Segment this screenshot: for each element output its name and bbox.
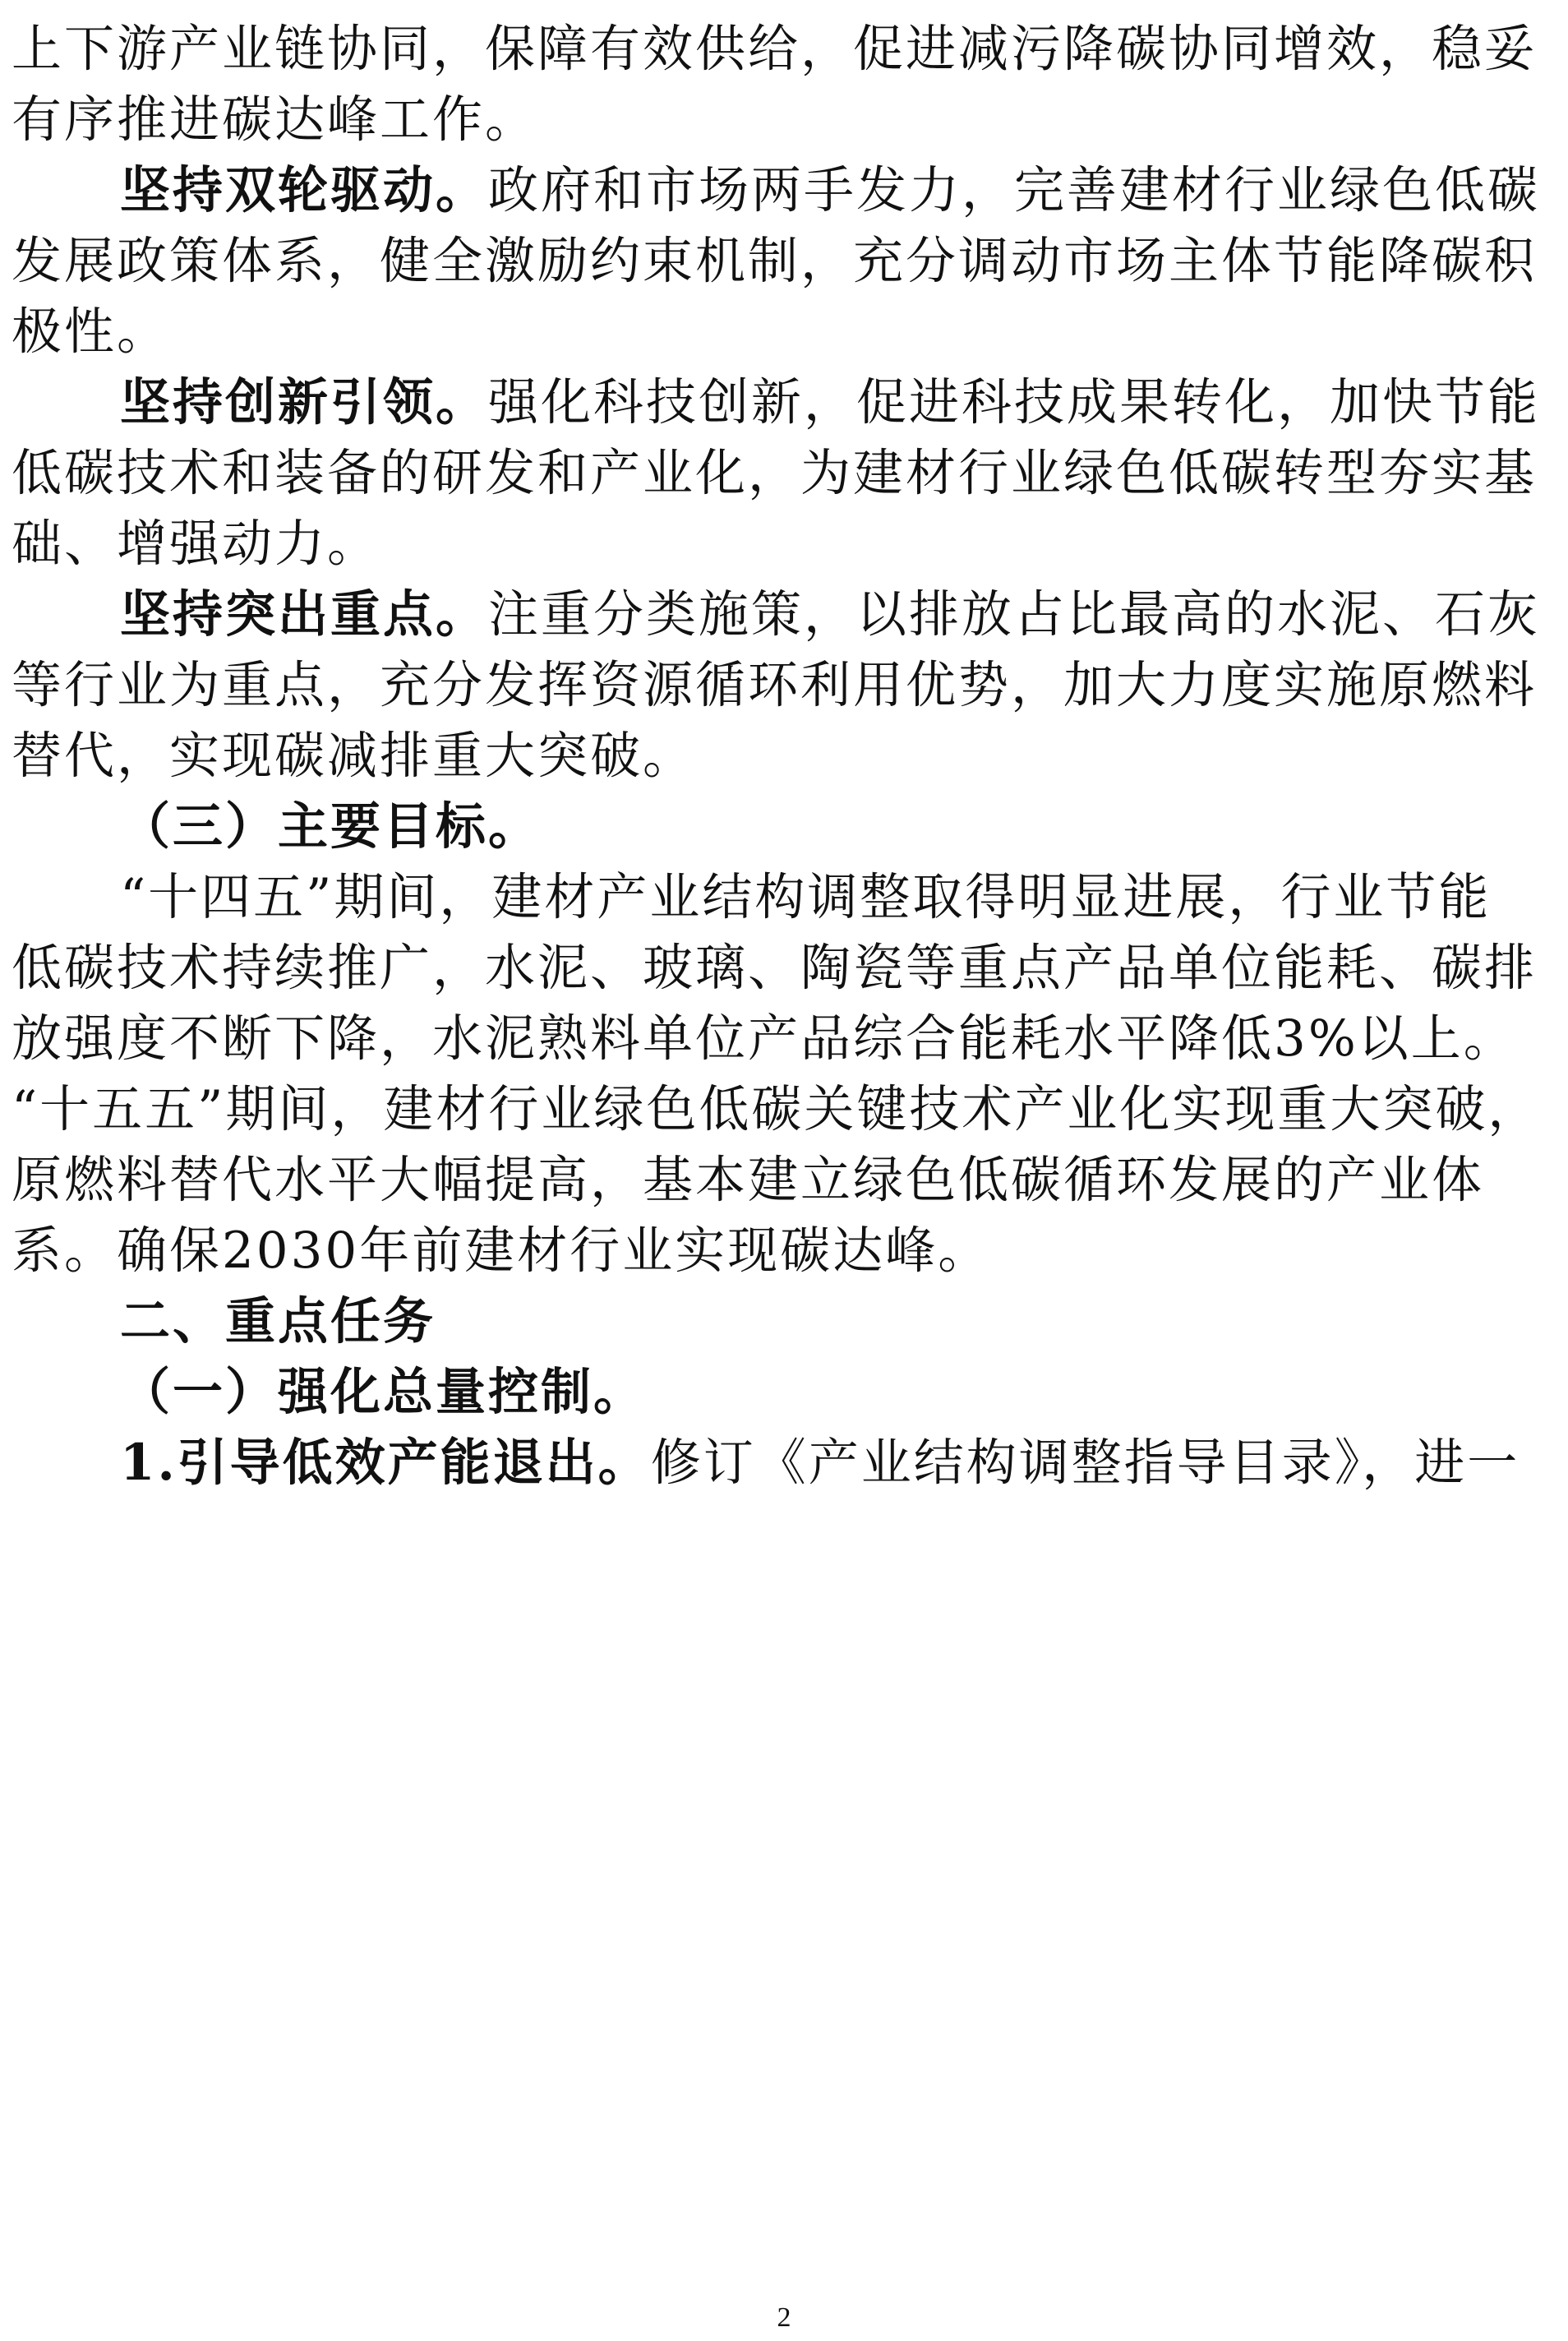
paragraph-line <box>120 574 1540 656</box>
text-segment: 系。确保2030年前建材行业实现碳达峰。 <box>12 1221 991 1280</box>
section-heading <box>120 1281 436 1363</box>
text-segment: 极性。 <box>12 302 170 361</box>
heading-text: （三）主要目标。 <box>120 797 542 856</box>
paragraph-line <box>120 150 1540 232</box>
text-segment: 替代，实现碳减排重大突破。 <box>12 727 696 785</box>
paragraph-line <box>12 503 380 585</box>
paragraph-line <box>120 362 1540 444</box>
paragraph-line <box>12 998 1516 1080</box>
bold-lead: 坚持创新引领。 <box>120 373 489 432</box>
heading-text: （一）强化总量控制。 <box>120 1363 647 1421</box>
text-segment: 强化科技创新，促进科技成果转化，加快节能 <box>488 373 1541 432</box>
text-segment: 注重分类施策，以排放占比最高的水泥、石灰 <box>488 585 1541 644</box>
paragraph-line <box>12 79 537 161</box>
text-segment: “十四五”期间，建材产业结构调整取得明显进展，行业节能 <box>120 868 1492 926</box>
paragraph-line <box>12 8 1537 90</box>
paragraph-line <box>12 291 169 373</box>
section-heading <box>120 786 541 868</box>
text-segment: 放强度不断下降，水泥熟料单位产品综合能耗水平降低3%以上。 <box>12 1009 1516 1068</box>
text-segment: 低碳技术和装备的研发和产业化，为建材行业绿色低碳转型夯实基 <box>12 444 1538 502</box>
section-heading <box>120 1351 646 1434</box>
text-segment: 修订《产业结构调整指导目录》，进一 <box>650 1434 1520 1492</box>
paragraph-line <box>12 220 1537 302</box>
heading-text: 二、重点任务 <box>120 1292 436 1351</box>
text-segment: 上下游产业链协同，保障有效供给，促进减污降碳协同增效，稳妥 <box>12 20 1538 78</box>
paragraph-line <box>120 857 1491 939</box>
paragraph-line <box>12 715 695 797</box>
text-segment: 有序推进碳达峰工作。 <box>12 90 538 149</box>
text-segment: 原燃料替代水平大幅提高，基本建立绿色低碳循环发展的产业体 <box>12 1151 1485 1209</box>
text-segment: 发展政策体系，健全激励约束机制，充分调动市场主体节能降碳积 <box>12 232 1538 290</box>
paragraph-line <box>12 644 1537 727</box>
text-segment: 等行业为重点，充分发挥资源循环利用优势，加大力度实施原燃料 <box>12 656 1538 714</box>
text-segment: 础、增强动力。 <box>12 515 380 573</box>
paragraph-line <box>12 927 1537 1009</box>
bold-lead: 1.引导低效产能退出。 <box>120 1434 651 1492</box>
text-segment: “十五五”期间，建材行业绿色低碳关键技术产业化实现重大突破， <box>12 1080 1541 1138</box>
bold-lead: 坚持突出重点。 <box>120 585 489 644</box>
paragraph-line <box>12 1139 1484 1221</box>
text-segment: 政府和市场两手发力，完善建材行业绿色低碳 <box>488 161 1541 219</box>
text-segment: 低碳技术持续推广，水泥、玻璃、陶瓷等重点产品单位能耗、碳排 <box>12 939 1538 997</box>
bold-lead: 坚持双轮驱动。 <box>120 161 489 219</box>
page-number: 2 <box>777 2302 791 2333</box>
paragraph-line <box>12 1210 990 1292</box>
paragraph-line <box>120 1422 1520 1504</box>
paragraph-line <box>12 1069 1540 1151</box>
paragraph-line <box>12 432 1537 515</box>
